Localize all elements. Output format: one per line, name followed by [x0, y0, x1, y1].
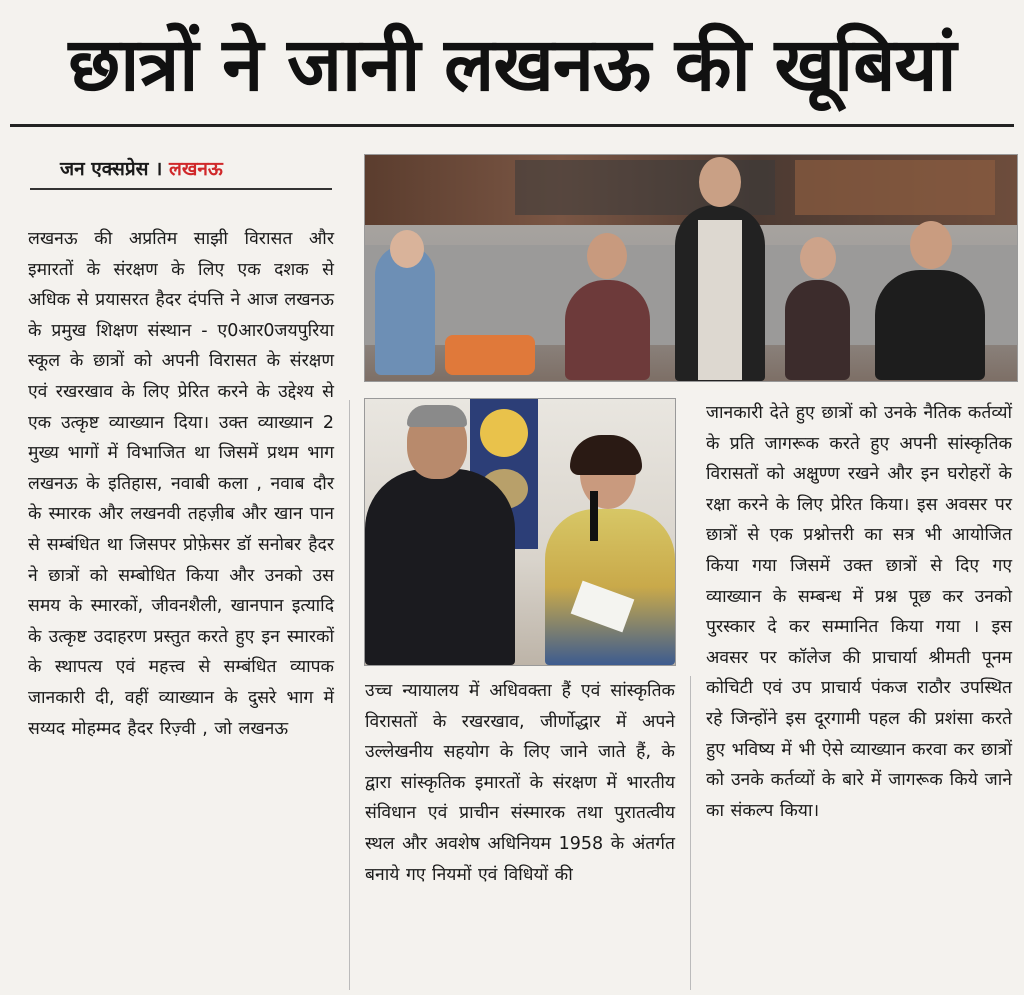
byline	[60, 155, 223, 181]
byline-separator: ।	[148, 158, 169, 180]
article-column-3: जानकारी देते हुए छात्रों को उनके नैतिक कर्तव्यों के प्रति जागरूक करते हुए अपनी सांस्कृतिक विरासतों को अक्षुण्ण रखने और इन घरोहरों के रक्षा करने के लिए प्रेरित किया। इस अवसर पर छात्रों से एक प्रश्नोत्तरी का सत्र भी आयोजित किया गया जिसमें उक्त छात्रों से दिए गए व्याख्यान के सम्बन्ध में प्रश्न पूछ कर उनको पुरस्कार दे कर सम्मानित किया गया । इस अवसर पर कॉलेज की प्राचार्या श्रीमती पूनम कोचिटी एवं उप प्राचार्य पंकज राठौर उपस्थित रहे जिन्होंने इस दूरगामी पहल की प्रशंसा करते हुए भविष्य में भी ऐसे व्याख्यान करवा कर छात्रों को उनके कर्तव्यों के बारे में जागरूक किये जाने का संकल्प किया।	[706, 403, 1012, 821]
photo-speakers	[364, 398, 676, 666]
column-divider-2	[690, 676, 691, 990]
byline-city: लखनऊ	[168, 158, 223, 180]
article-column-2: उच्च न्यायालय में अधिवक्ता हैं एवं सांस्कृतिक विरासतों के रखरखाव, जीर्णोद्धार में अपने उल्लेखनीय सहयोग के लिए जाने जाते हैं, के द्वारा सांस्कृतिक इमारतों के संरक्षण में भारतीय संविधान एवं प्राचीन संस्मारक तथा पुरातत्वीय स्थल और अवशेष अधिनियम 1958 के अंतर्गत बनाये गए नियमों एवं विधियों की	[365, 681, 675, 885]
column-divider-1	[349, 400, 350, 990]
article-column-1: लखनऊ की अप्रतिम साझी विरासत और इमारतों के संरक्षण के लिए एक दशक से अधिक से प्रयासरत हैदर दंपत्ति ने आज लखनऊ के प्रमुख शिक्षण संस्थान - ए0आर0जयपुरिया स्कूल के छात्रों को अपनी विरासत के संरक्षण एवं रखरखाव के लिए प्रेरित करने के उद्देश्य से एक उत्कृष्ट व्याख्यान दिया। उक्त व्याख्यान 2 मुख्य भागों में विभाजित था जिसमें प्रथम भाग लखनऊ के इतिहास, नवाबी कला , नवाब दौर के स्मारक और लखनवी तहज़ीब और खान पान से सम्बंधित था जिसपर प्रोफ़ेसर डॉ सनोबर हैदर ने छात्रों को सम्बोधित किया और उनको उस समय के स्मारकों, जीवनशैली, खानपान इत्यादि के उत्कृष्ट उदाहरण प्रस्तुत करते हुए इन स्मारकों के स्थापत्य एवं महत्त्व से सम्बंधित व्यापक जानकारी दी, वहीं व्याख्यान के दुसरे भाग में सय्यद मोहम्मद हैदर रिज़्वी , जो लखनऊ	[28, 229, 334, 739]
headline-rule	[10, 124, 1014, 127]
byline-paper: जन एक्सप्रेस	[60, 158, 149, 180]
photo-audience	[364, 154, 1018, 382]
byline-rule	[30, 188, 332, 190]
headline: छात्रों ने जानी लखनऊ की खूबियां	[68, 21, 956, 108]
